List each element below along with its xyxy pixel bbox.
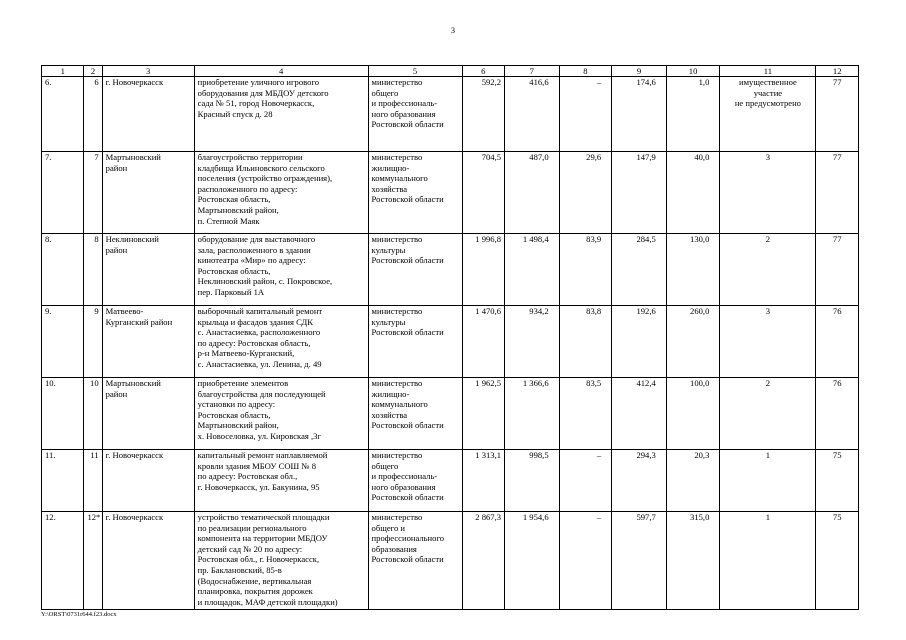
row-index: 9. — [42, 306, 84, 378]
table-row — [42, 152, 859, 234]
score-col-12: 76 — [816, 378, 859, 450]
column-header: 11 — [720, 66, 816, 77]
table-row — [42, 512, 859, 610]
ministry: министерство общего и профессиональ- ного образования Ростовской области — [368, 450, 462, 512]
amount-col-7: 934,2 — [505, 306, 560, 378]
page-number: 3 — [451, 26, 455, 35]
amount-col-8: – — [559, 450, 612, 512]
participation-col-11: 1 — [720, 512, 816, 610]
amount-col-7: 1 498,4 — [505, 234, 560, 306]
municipality: Неклиновский район — [102, 234, 194, 306]
municipality: г. Новочеркасск — [102, 512, 194, 610]
column-header: 5 — [368, 66, 462, 77]
row-number: 12* — [84, 512, 102, 610]
column-header: 4 — [194, 66, 368, 77]
participation-col-11: 2 — [720, 234, 816, 306]
score-col-12: 77 — [816, 152, 859, 234]
amount-col-7: 1 954,6 — [505, 512, 560, 610]
ministry: министерство общего и профессионального образования Ростовской области — [368, 512, 462, 610]
row-index: 11. — [42, 450, 84, 512]
participation-col-11: 1 — [720, 450, 816, 512]
project-description: устройство тематической площадки по реализации регионального компонента на территории МБДОУ детский сад № 20 по адресу: Ростовская обл., г. Новочеркасск, пр. Баклановский, 85-в (Водоснабжение, вертикальная планировка, покрытия дорожек и площадок, МАФ детской площадки) — [194, 512, 368, 610]
table-row — [42, 234, 859, 306]
total-amount: 704,5 — [462, 152, 504, 234]
project-description: приобретение уличного игрового оборудования для МБДОУ детского сада № 51, город Новочеркасск, Красный спуск д. 28 — [194, 77, 368, 152]
amount-col-9: 597,7 — [612, 512, 667, 610]
total-amount: 1 996,8 — [462, 234, 504, 306]
ministry: министерство культуры Ростовской области — [368, 306, 462, 378]
municipality: Мартыновский район — [102, 152, 194, 234]
amount-col-9: 412,4 — [612, 378, 667, 450]
amount-col-8: 83,9 — [559, 234, 612, 306]
total-amount: 1 313,1 — [462, 450, 504, 512]
amount-col-10: 130,0 — [666, 234, 720, 306]
amount-col-7: 998,5 — [505, 450, 560, 512]
ministry: министерство культуры Ростовской области — [368, 234, 462, 306]
score-col-12: 75 — [816, 512, 859, 610]
amount-col-8: 83,8 — [559, 306, 612, 378]
amount-col-10: 1,0 — [666, 77, 720, 152]
project-description: капитальный ремонт наплавляемой кровли здания МБОУ СОШ № 8 по адресу: Ростовская обл., г. Новочеркасск, ул. Бакунина, 95 — [194, 450, 368, 512]
column-header: 8 — [559, 66, 612, 77]
municipality: Мартыновский район — [102, 378, 194, 450]
ministry: министерство жилищно- коммунального хозяйства Ростовской области — [368, 378, 462, 450]
participation-col-11: имущественное участие не предусмотрено — [720, 77, 816, 152]
column-header: 12 — [816, 66, 859, 77]
row-number: 7 — [84, 152, 102, 234]
row-number: 8 — [84, 234, 102, 306]
column-header: 9 — [612, 66, 667, 77]
row-number: 11 — [84, 450, 102, 512]
total-amount: 1 470,6 — [462, 306, 504, 378]
amount-col-9: 174,6 — [612, 77, 667, 152]
project-description: благоустройство территории кладбища Ильиновского сельского поселения (устройство ограждения), расположенного по адресу: Ростовская область, Мартыновский район, п. Степной Маяк — [194, 152, 368, 234]
table-row — [42, 450, 859, 512]
participation-col-11: 3 — [720, 306, 816, 378]
score-col-12: 77 — [816, 234, 859, 306]
amount-col-10: 20,3 — [666, 450, 720, 512]
table-row — [42, 378, 859, 450]
participation-col-11: 2 — [720, 378, 816, 450]
row-number: 10 — [84, 378, 102, 450]
amount-col-7: 416,6 — [505, 77, 560, 152]
amount-col-9: 294,3 — [612, 450, 667, 512]
row-index: 7. — [42, 152, 84, 234]
score-col-12: 77 — [816, 77, 859, 152]
total-amount: 1 962,5 — [462, 378, 504, 450]
row-index: 8. — [42, 234, 84, 306]
column-header: 2 — [84, 66, 102, 77]
amount-col-9: 284,5 — [612, 234, 667, 306]
municipality: Матвеево- Курганский район — [102, 306, 194, 378]
column-number-row — [42, 66, 859, 77]
column-header: 7 — [505, 66, 560, 77]
project-description: приобретение элементов благоустройства для последующей установки по адресу: Ростовская область, Мартыновский район, х. Новоселовка, ул. Кировская ,3г — [194, 378, 368, 450]
table-row — [42, 77, 859, 152]
projects-table — [41, 65, 859, 610]
amount-col-8: – — [559, 77, 612, 152]
amount-col-10: 100,0 — [666, 378, 720, 450]
amount-col-8: – — [559, 512, 612, 610]
amount-col-9: 147,9 — [612, 152, 667, 234]
row-number: 6 — [84, 77, 102, 152]
score-col-12: 76 — [816, 306, 859, 378]
participation-col-11: 3 — [720, 152, 816, 234]
table-row — [42, 306, 859, 378]
total-amount: 2 867,3 — [462, 512, 504, 610]
amount-col-7: 1 366,6 — [505, 378, 560, 450]
project-description: выборочный капитальный ремонт крыльца и фасадов здания СДК с. Анастасиевка, расположенного по адресу: Ростовская область, р-н Матвеево-Курганский, с. Анастасиевка, ул. Ленина, д. 49 — [194, 306, 368, 378]
row-number: 9 — [84, 306, 102, 378]
row-index: 10. — [42, 378, 84, 450]
row-index: 6. — [42, 77, 84, 152]
total-amount: 592,2 — [462, 77, 504, 152]
project-description: оборудование для выставочного зала, расположенного в здании кинотеатра «Мир» по адресу: Ростовская область, Неклиновский район, с. Покровское, пер. Парковый 1А — [194, 234, 368, 306]
amount-col-10: 260,0 — [666, 306, 720, 378]
column-header: 3 — [102, 66, 194, 77]
row-index: 12. — [42, 512, 84, 610]
amount-col-8: 83,5 — [559, 378, 612, 450]
footer-file-path: Y:\ORST\0731r644.f23.docx — [41, 611, 117, 618]
column-header: 6 — [462, 66, 504, 77]
ministry: министерство общего и профессиональ- ного образования Ростовской области — [368, 77, 462, 152]
score-col-12: 75 — [816, 450, 859, 512]
amount-col-10: 40,0 — [666, 152, 720, 234]
amount-col-10: 315,0 — [666, 512, 720, 610]
amount-col-7: 487,0 — [505, 152, 560, 234]
municipality: г. Новочеркасск — [102, 77, 194, 152]
municipality: г. Новочеркасск — [102, 450, 194, 512]
column-header: 10 — [666, 66, 720, 77]
amount-col-8: 29,6 — [559, 152, 612, 234]
ministry: министерство жилищно- коммунального хозяйства Ростовской области — [368, 152, 462, 234]
amount-col-9: 192,6 — [612, 306, 667, 378]
column-header: 1 — [42, 66, 84, 77]
